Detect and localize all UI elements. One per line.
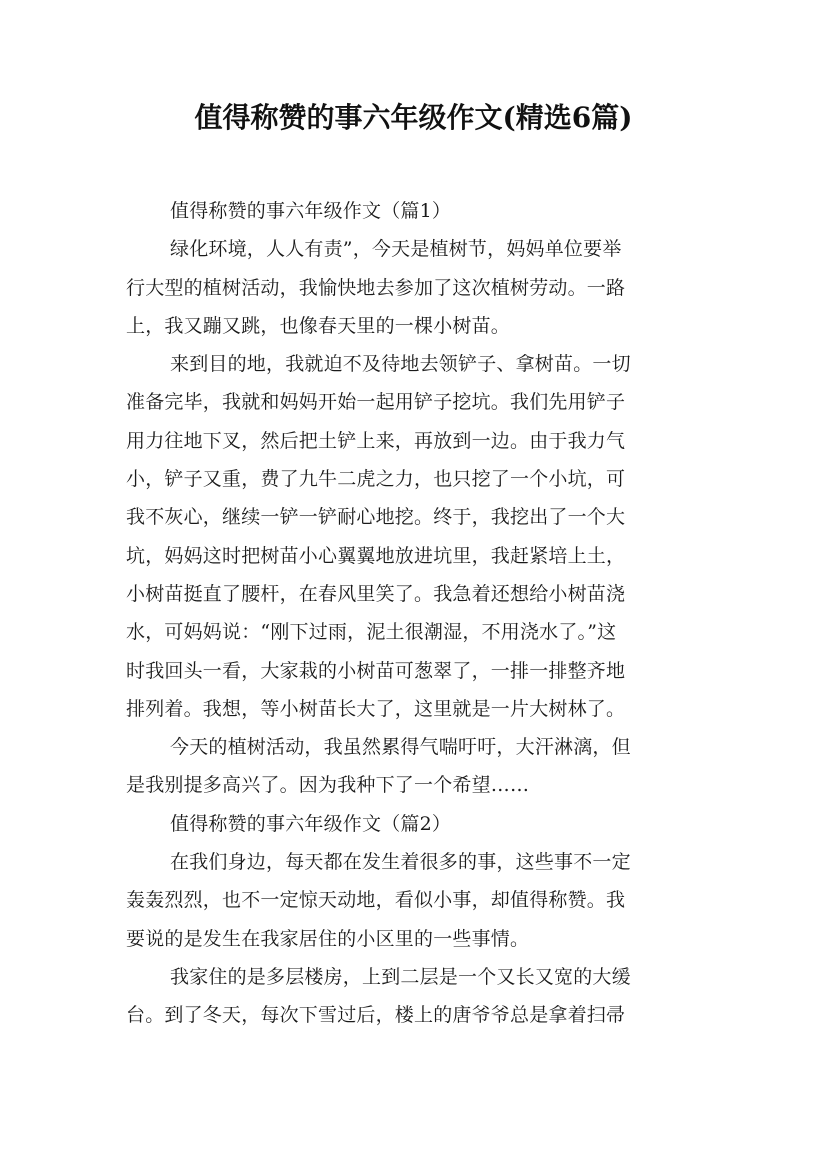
text-line: 水，可妈妈说：“刚下过雨，泥土很潮湿，不用浇水了。”这 xyxy=(126,621,617,644)
text-line: 绿化环境，人人有责”，今天是植树节，妈妈单位要举 xyxy=(170,238,622,261)
text-line: 用力往地下叉，然后把土铲上来，再放到一边。由于我力气 xyxy=(126,429,626,452)
text-line: 坑，妈妈这时把树苗小心翼翼地放进坑里，我赶紧培上土， xyxy=(126,544,626,567)
text-line: 我家住的是多层楼房，上到二层是一个又长又宽的大缓 xyxy=(170,965,631,988)
text-line: 在我们身边，每天都在发生着很多的事，这些事不一定 xyxy=(170,851,631,874)
text-line: 准备完毕，我就和妈妈开始一起用铲子挖坑。我们先用铲子 xyxy=(126,391,626,414)
text-line: 是我别提多高兴了。因为我种下了一个希望…… xyxy=(126,774,530,797)
document-body xyxy=(126,192,708,1035)
text-line: 今天的植树活动，我虽然累得气喘吁吁，大汗淋漓，但 xyxy=(170,736,631,759)
text-line: 台。到了冬天，每次下雪过后，楼上的唐爷爷总是拿着扫帚 xyxy=(126,1004,626,1027)
text-line: 值得称赞的事六年级作文（篇1） xyxy=(170,200,452,222)
text-line: 上，我又蹦又跳，也像春天里的一棵小树苗。 xyxy=(126,314,511,337)
text-line: 值得称赞的事六年级作文（篇2） xyxy=(170,812,452,835)
text-line: 时我回头一看，大家栽的小树苗可葱翠了，一排一排整齐地 xyxy=(126,659,626,682)
text-line: 来到目的地，我就迫不及待地去领铲子、拿树苗。一切 xyxy=(170,353,631,376)
text-line: 轰轰烈烈，也不一定惊天动地，看似小事，却值得称赞。我 xyxy=(126,889,626,912)
text-line: 要说的是发生在我家居住的小区里的一些事情。 xyxy=(126,927,530,950)
text-line: 我不灰心，继续一铲一铲耐心地挖。终于，我挖出了一个大 xyxy=(126,506,626,529)
text-line: 行大型的植树活动，我愉快地去参加了这次植树劳动。一路 xyxy=(126,276,626,299)
text-line: 小，铲子又重，费了九牛二虎之力，也只挖了一个小坑，可 xyxy=(126,468,626,491)
text-line: 小树苗挺直了腰杆，在春风里笑了。我急着还想给小树苗浇 xyxy=(126,582,626,605)
document-title: 值得称赞的事六年级作文(精选6篇) xyxy=(194,101,633,134)
text-line: 排列着。我想，等小树苗长大了，这里就是一片大树林了。 xyxy=(126,697,626,720)
